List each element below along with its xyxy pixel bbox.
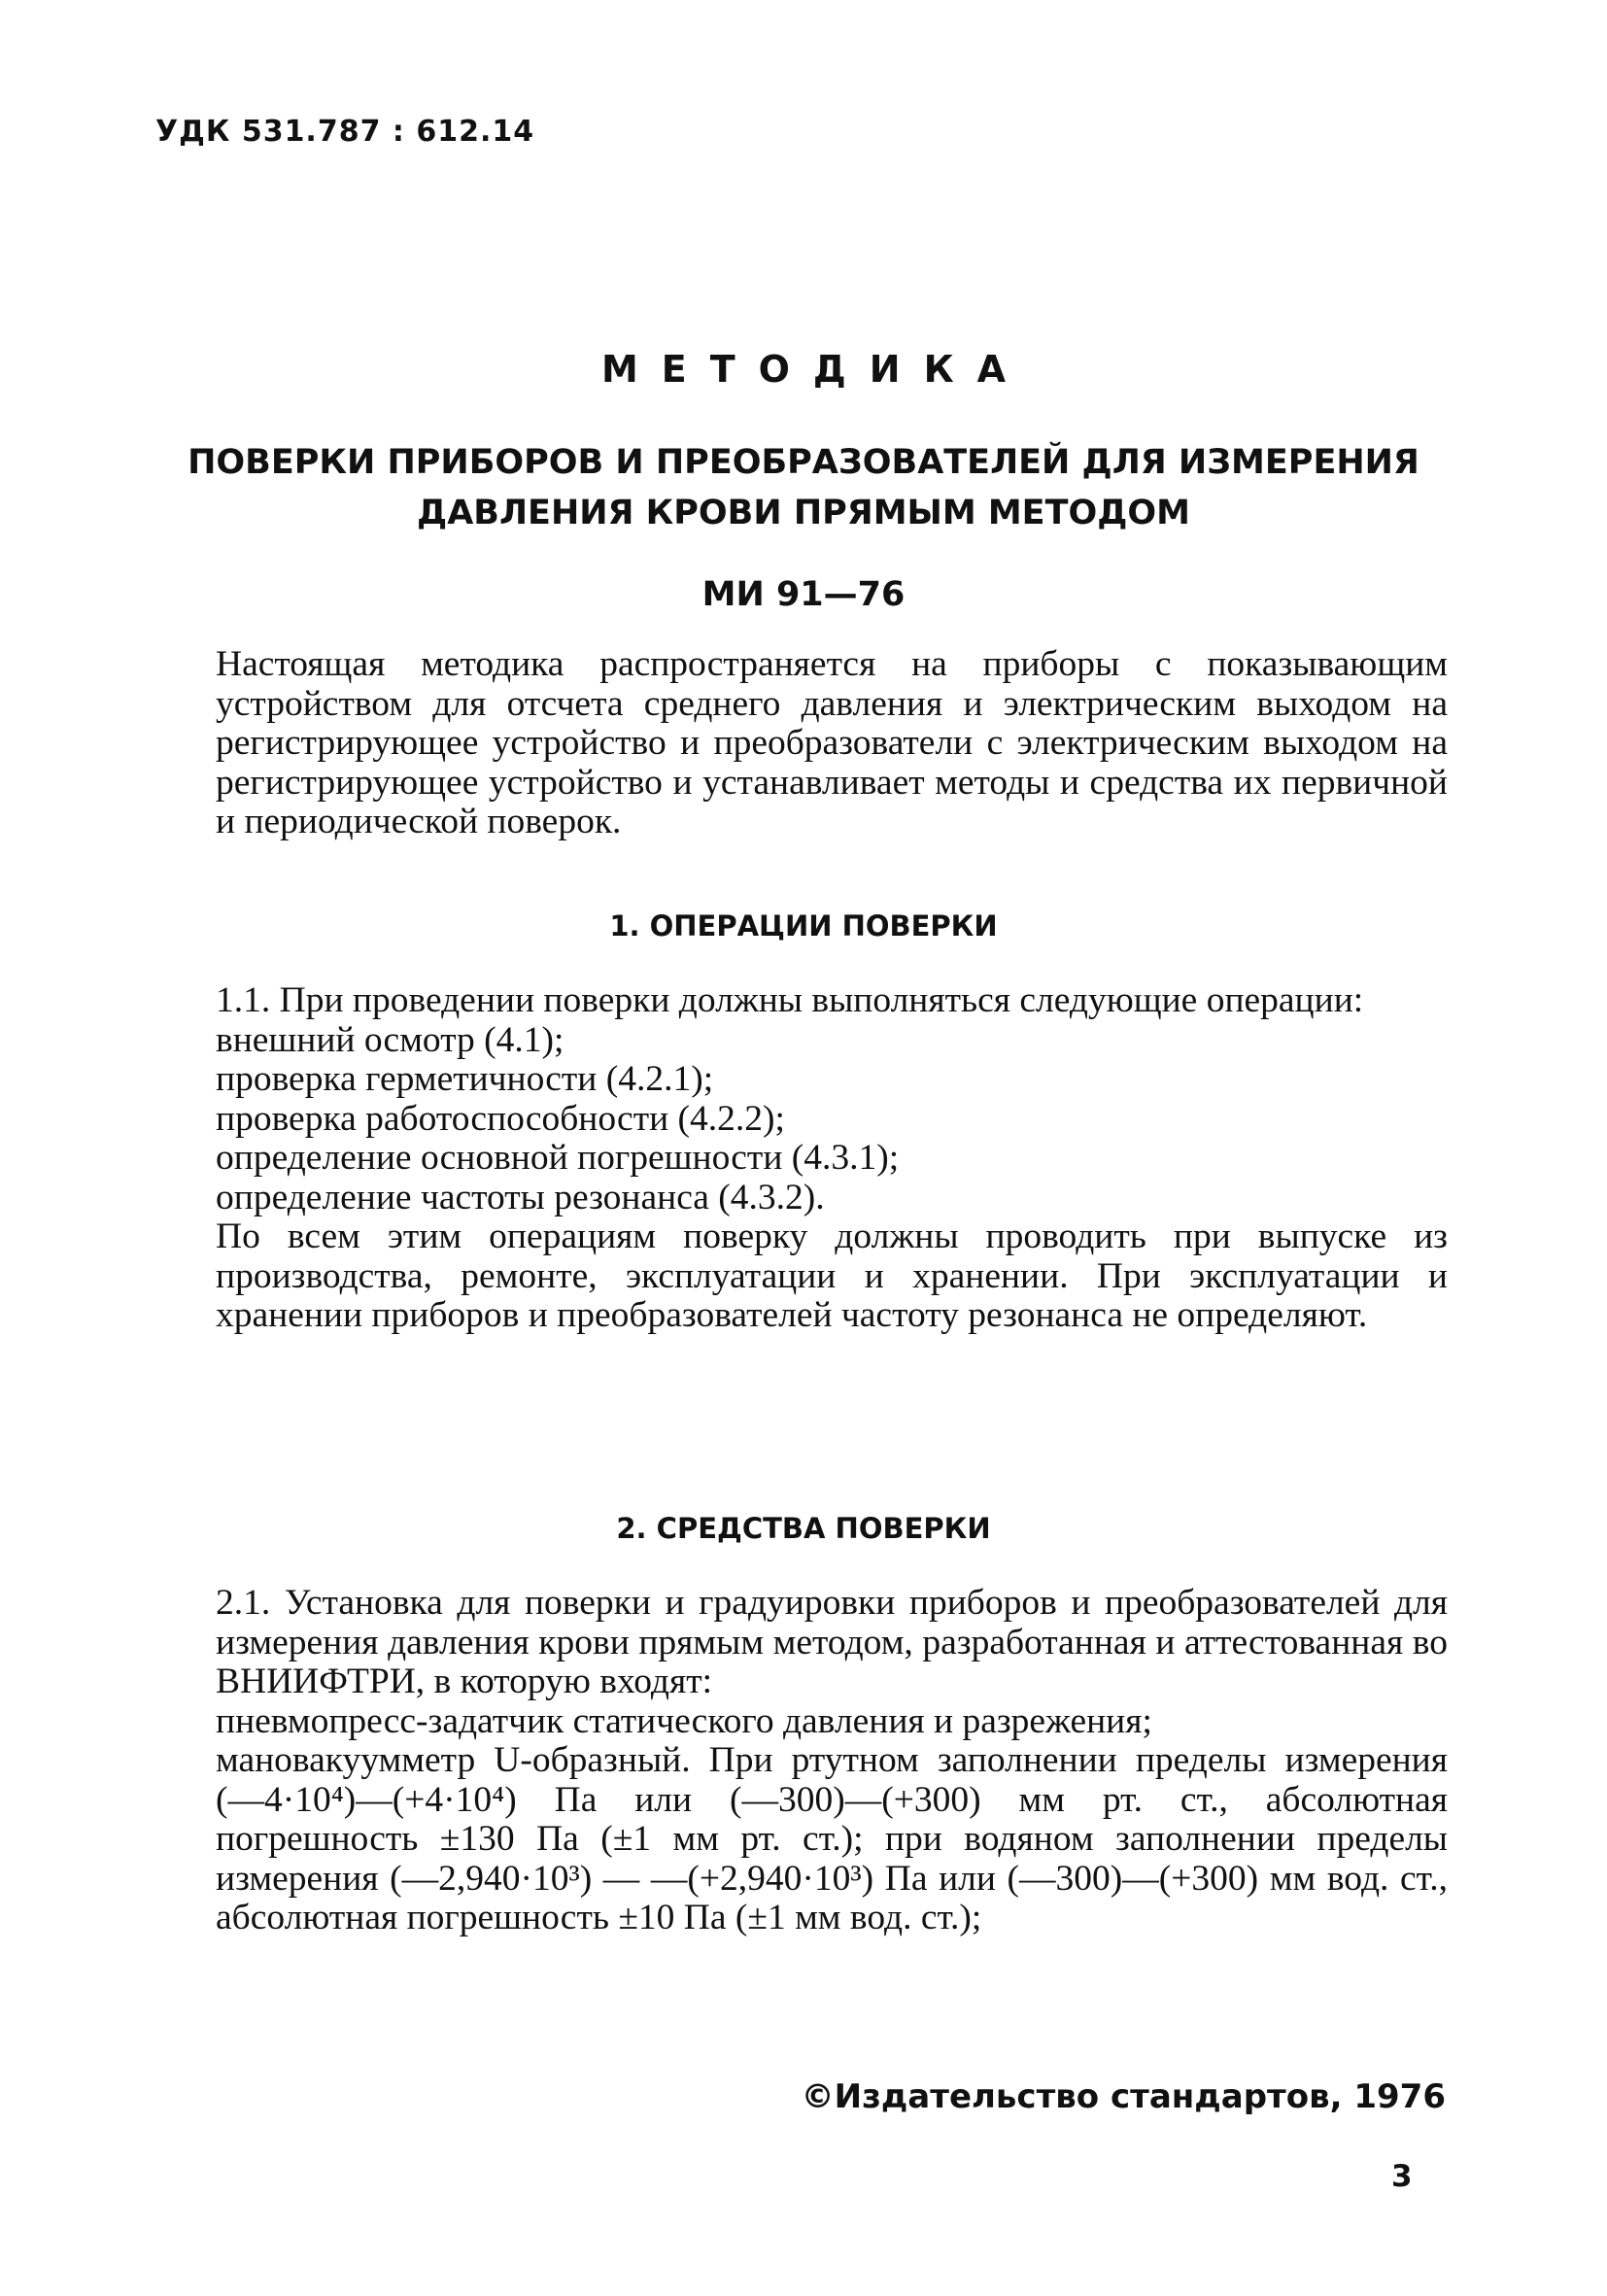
operations-list [216,1021,1448,1218]
document-number: МИ 91—76 [701,575,906,614]
section-2-lead: 2.1. Установка для поверки и градуировки приборов и преобразователей для измерения давления крови прямым методом, разработанная и аттестованная во ВНИИФТРИ, в которую входят: [216,1583,1448,1701]
subtitle-line-2: ДАВЛЕНИЯ КРОВИ ПРЯМЫМ МЕТОДОМ [417,494,1190,532]
section-1-heading: 1. ОПЕРАЦИИ ПОВЕРКИ [609,909,998,942]
section-1-lead: 1.1. При проведении поверки должны выполняться следующие операции: [216,980,1364,1020]
section-2-body [216,1584,1448,1938]
operation-item: определение частоты резонанса (4.3.2). [216,1177,825,1217]
operation-item: проверка работоспособности (4.2.2); [216,1098,785,1139]
operation-item: внешний осмотр (4.1); [216,1019,564,1060]
equipment-item: пневмопресс-задатчик статического давления и разрежения; [216,1700,1152,1741]
intro-text: Настоящая методика распространяется на приборы с показывающим устройством для отсчета среднего давления и электрическим выходом на регистрирующее устройство и преобразователи с электрическим выходом на регистрирующее устройство и устанавливает методы и средства их первичной и периодической поверок. [216,644,1448,841]
section-2-heading: 2. СРЕДСТВА ПОВЕРКИ [616,1512,991,1545]
subtitle-line-1: ПОВЕРКИ ПРИБОРОВ И ПРЕОБРАЗОВАТЕЛЕЙ ДЛЯ ИЗМЕРЕНИЯ [188,443,1419,482]
equipment-item: мановакуумметр U-образный. При ртутном заполнении пределы измерения (—4·10⁴)—(+4·10⁴) Па или (—300)—(+300) мм рт. ст., абсолютная погрешность ±130 Па (±1 мм рт. ст.); при водяном заполнении пределы измерения (—2,940·10³) — —(+2,940·10³) Па или (—300)—(+300) мм вод. ст., абсолютная погрешность ±10 Па (±1 мм вод. ст.); [216,1740,1448,1937]
document-title: МЕТОДИКА [600,348,1030,391]
operation-item: определение основной погрешности (4.3.1); [216,1138,900,1178]
document-subtitle [146,437,1461,538]
udk-code: УДК 531.787 : 612.14 [155,115,535,149]
operation-item: проверка герметичности (4.2.1); [216,1059,714,1099]
page-number: 3 [1391,2159,1413,2194]
intro-paragraph [216,645,1448,842]
section-1-body [216,981,1448,1336]
section-1-closing: По всем этим операциям поверку должны проводить при выпуске из производства, ремонте, эксплуатации и хранении. При эксплуатации и хранении приборов и преобразователей частоту резонанса не определяют. [216,1217,1448,1335]
copyright-notice: ©Издательство стандартов, 1976 [801,2077,1446,2116]
